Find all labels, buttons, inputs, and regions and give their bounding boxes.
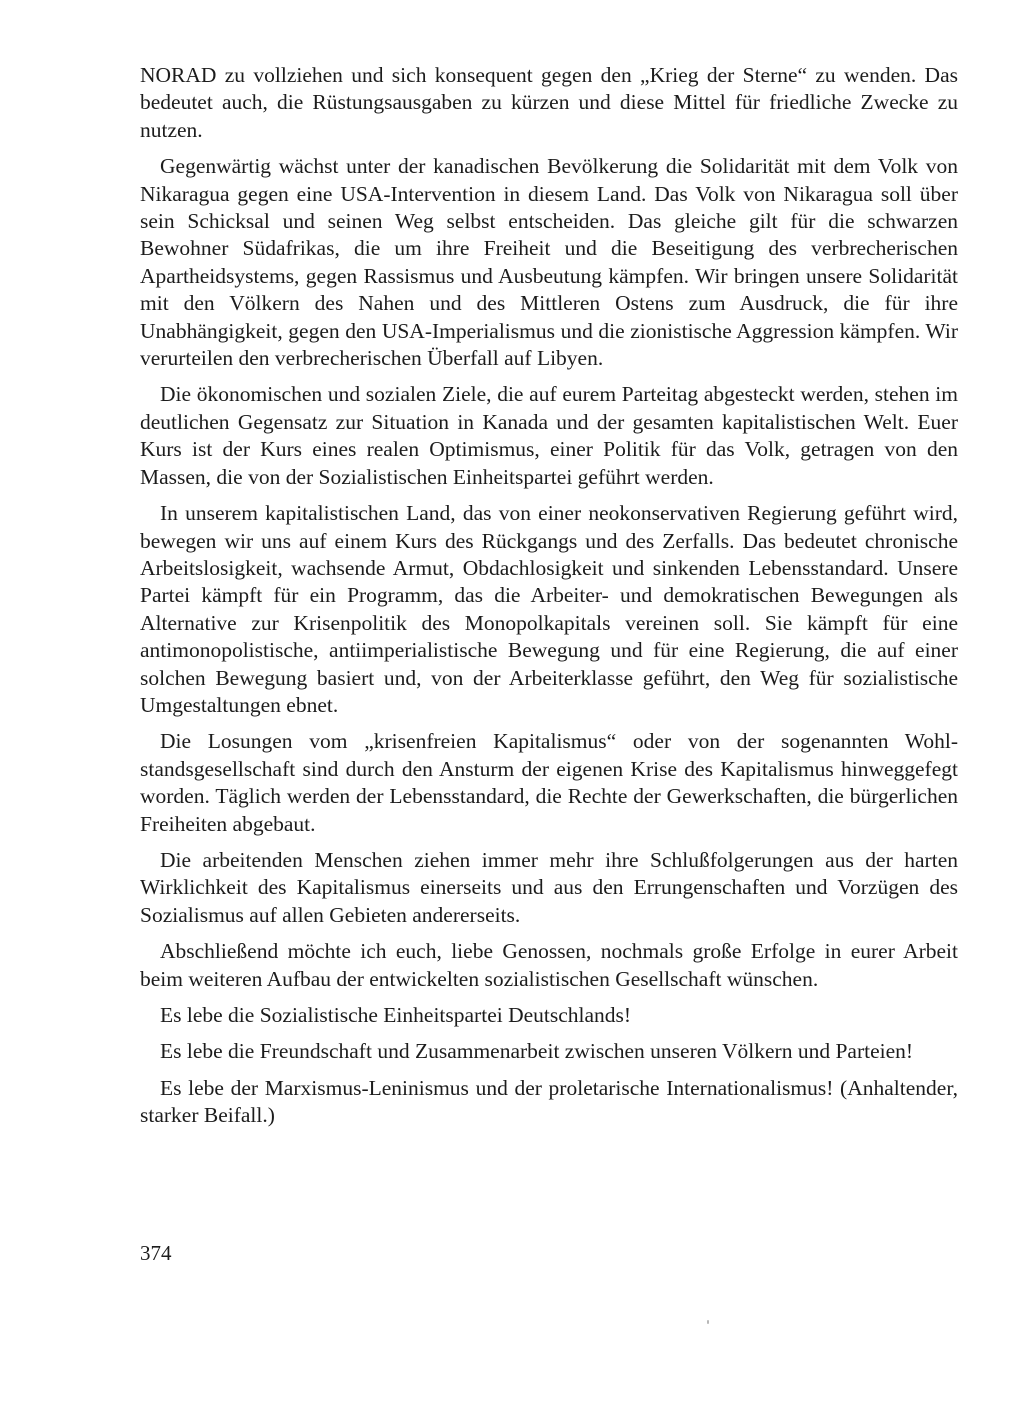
paragraph: Es lebe die Freundschaft und Zusammenarbeit zwischen unseren Völkern und Parteien!: [160, 1039, 914, 1064]
paragraph: NORAD zu vollziehen und sich konsequent gegen den „Krieg der Sterne“ zu wenden. Das bedeutet auch, die Rüstungsausgaben zu kürzen und diese Mittel für friedliche Zwecke zu nutzen.: [140, 63, 958, 142]
page-number: 374: [140, 1241, 172, 1265]
scan-speck: [707, 1320, 709, 1324]
paragraph: Es lebe der Marxismus-Leninismus und der proletarische Internationalismus! (Anhaltender, starker Beifall.): [140, 1075, 958, 1128]
paragraph: Die ökonomischen und sozialen Ziele, die auf eurem Parteitag abgesteckt werden, stehen im deutlichen Gegensatz zur Situation in Kanada und der gesamten kapitalistischen Welt. Euer Kurs ist der Kurs eines realen Optimismus, einer Politik für das Volk, getragen von den Massen, die von der Sozialistischen Einheitspartei geführt werden.: [140, 382, 958, 489]
paragraph: Es lebe die Sozialistische Einheitspartei Deutschlands!: [160, 1003, 632, 1027]
paragraph: In unserem kapitalistischen Land, das von einer neokonservativen Regierung geführt wird, bewegen wir uns auf einem Kurs des Rückgangs und des Zerfalls. Das bedeutet chronische Arbeitslosigkeit, wachsende Armut, Obdachlosigkeit und sinkenden Lebensstandard. Unsere Partei kämpft für ein Programm, das die Arbeiter- und demokratischen Bewegungen als Alternative zur Krisenpolitik des Monopolkapitals vereinen soll. Sie kämpft für eine antimonopolistische, antiimperialistische Bewegung und für eine Regierung, die auf einer solchen Bewegung basiert und, von der Arbeiterklasse geführt, den Weg für sozialistische Umgestaltungen ebnet.: [140, 501, 958, 717]
paragraph: Abschließend möchte ich euch, liebe Genossen, nochmals große Erfolge in eurer Arbeit beim weiteren Aufbau der entwickelten sozialistischen Gesellschaft wünschen.: [140, 939, 958, 991]
paragraph: Die arbeitenden Menschen ziehen immer mehr ihre Schlußfolgerungen aus der harten Wirklichkeit des Kapitalismus einerseits und aus den Errungenschaften und Vorzügen des Sozialismus auf allen Gebieten andererseits.: [140, 847, 958, 927]
body-text: [140, 62, 958, 1139]
paragraph: Die Losungen vom „krisenfreien Kapitalismus“ oder von der sogenannten Wohlstandsgesellschaft sind durch den Ansturm der eigenen Krise des Kapitalismus hinweggefegt worden. Täglich werden der Lebensstandard, die Rechte der Gewerkschaften, die bürgerlichen Freiheiten abgebaut.: [140, 729, 958, 836]
paragraph: Gegenwärtig wächst unter der kanadischen Bevölkerung die Solidarität mit dem Volk von Nikaragua gegen eine USA-Intervention in diesem Land. Das Volk von Nikaragua soll über sein Schicksal und seinen Weg selbst entscheiden. Das gleiche gilt für die schwarzen Bewohner Südafrikas, die um ihre Freiheit und die Beseitigung des verbrecherischen Apartheidsystems, gegen Rassismus und Ausbeutung kämpfen. Wir bringen unsere Solidarität mit den Völkern des Nahen und des Mittleren Ostens zum Ausdruck, die für ihre Unabhängigkeit, gegen den USA-Imperialismus und die zionistische Aggression kämpfen. Wir verurteilen den verbrecherischen Überfall auf Libyen.: [140, 154, 958, 371]
